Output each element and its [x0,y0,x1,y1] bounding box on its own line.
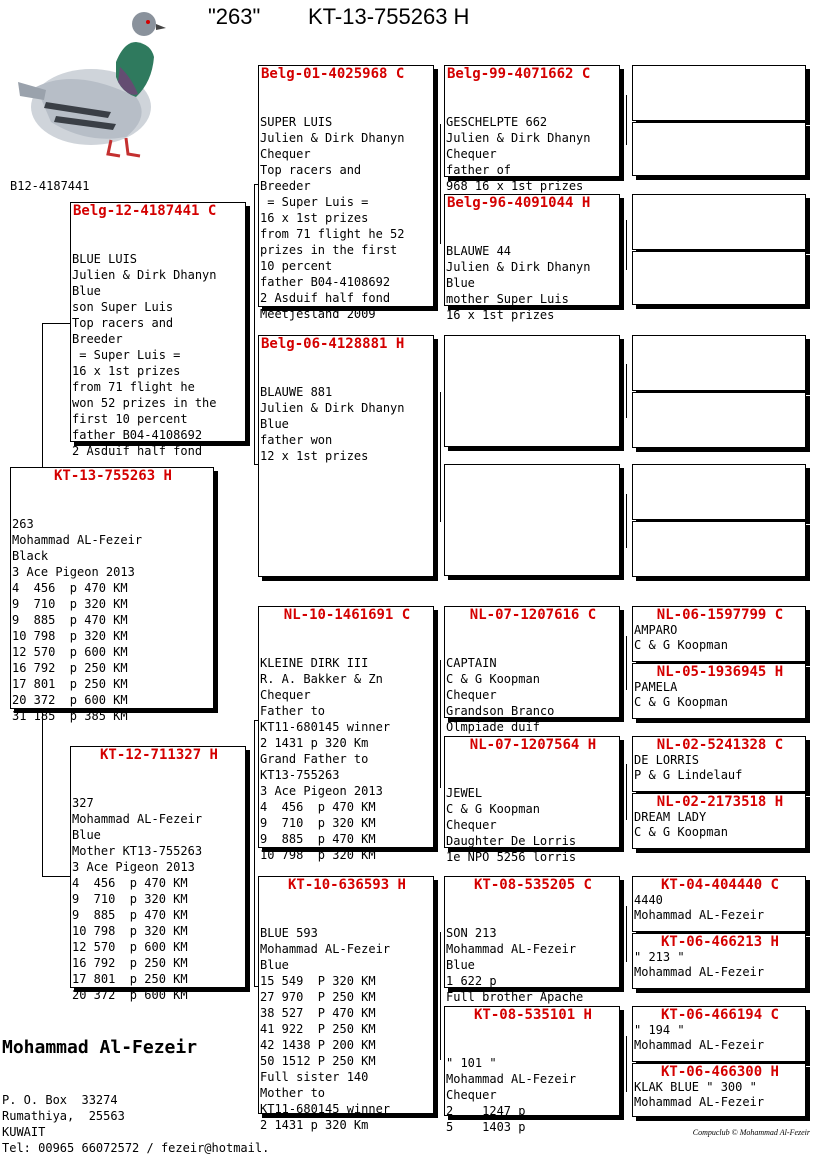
pigeon-card-gen5[interactable] [632,876,806,932]
pigeon-card-gen5-empty[interactable] [632,65,806,121]
connector-line [440,660,441,788]
connector-line [626,906,627,962]
pigeon-card-gen5[interactable] [632,933,806,989]
pigeon-card-gen5[interactable] [632,1006,806,1062]
ring-number: Belg-06-4128881 H [261,336,405,352]
owner-address: P. O. Box 33274 Rumathiya, 25563 KUWAIT Tel: 00965 66072572 / fezeir@hotmail. [2,1093,270,1155]
pigeon-card-dam-sire[interactable] [258,606,434,862]
connector-line [42,323,43,470]
pigeon-card-dam-dam[interactable] [258,876,434,1132]
ring-number: NL-07-1207616 C [469,607,597,623]
ring-number: NL-06-1597799 C [656,607,784,623]
pigeon-card-gen4[interactable] [444,736,620,864]
pigeon-card-gen5-empty[interactable] [632,521,806,577]
connector-line [626,1036,627,1092]
ring-number: KT-06-466300 H [660,1064,779,1080]
ring-number: KT-04-404440 C [660,877,779,893]
software-credit: Compuclub © Mohammad Al-Fezeir [692,1128,810,1137]
ring-number: Belg-99-4071662 C [447,66,591,82]
ring-number: KT-08-535101 H [473,1007,592,1023]
pigeon-details: " 194 " Mohammad AL-Fezeir [634,1023,765,1052]
pigeon-card-gen5[interactable] [632,736,806,792]
ring-number: KT-10-636593 H [287,877,406,893]
connector-line [626,636,627,690]
ring-number: KT-06-466194 C [660,1007,779,1023]
pigeon-details: SUPER LUIS Julien & Dirk Dhanyn Chequer Top racers and Breeder = Super Luis = 16 x 1st prizes from 71 flight he 52 prizes in the first 10 percent father B04-4108692 2 Asduif half fond Meetjesland 2009 [260,115,405,321]
connector-line [254,720,255,986]
ring-number: KT-13-755263 H [53,468,172,484]
connector-line [626,220,627,270]
connector-line [440,124,441,244]
pigeon-details: AMPARO C & G Koopman [634,623,728,652]
ring-number: Belg-01-4025968 C [261,66,405,82]
pigeon-name-title: "263" [208,4,261,29]
connector-line [42,323,70,324]
ring-number: KT-08-535205 C [473,877,592,893]
pigeon-card-gen4[interactable] [444,1006,620,1134]
pigeon-card-gen4-empty[interactable] [444,464,620,576]
pigeon-card-gen5-empty[interactable] [632,392,806,448]
connector-line [254,184,255,464]
pigeon-card-gen5-empty[interactable] [632,251,806,305]
pigeon-details: JEWEL C & G Koopman Chequer Daughter De Lorris 1e NPO 5256 lorris [446,786,577,864]
ring-number: KT-12-711327 H [99,747,218,763]
pigeon-card-gen4[interactable] [444,65,620,193]
pigeon-card-gen5-empty[interactable] [632,464,806,520]
connector-line [626,95,627,145]
pigeon-card-gen5[interactable] [632,663,806,719]
pigeon-details: " 213 " Mohammad AL-Fezeir [634,950,765,979]
pigeon-details: DREAM LADY C & G Koopman [634,810,728,839]
pigeon-card-gen5-empty[interactable] [632,194,806,250]
pigeon-card-gen5[interactable] [632,1063,806,1117]
pigeon-details: PAMELA C & G Koopman [634,680,728,709]
ring-number: NL-02-5241328 C [656,737,784,753]
ring-number: Belg-12-4187441 C [73,203,217,219]
connector-line [42,876,70,877]
ring-number: NL-02-2173518 H [656,794,784,810]
connector-line [626,494,627,548]
pigeon-details: CAPTAIN C & G Koopman Chequer Grandson Branco Olmpiade duif [446,656,555,734]
connector-line [440,932,441,1060]
pigeon-card-gen5-empty[interactable] [632,335,806,391]
pigeon-details: GESCHELPTE 662 Julien & Dirk Dhanyn Chequer father of 968 16 x 1st prizes [446,115,591,193]
photo-ring-number: B12-4187441 [10,179,90,193]
pigeon-card-gen4[interactable] [444,606,620,734]
pigeon-card-gen4-empty[interactable] [444,335,620,447]
pigeon-details: 4440 Mohammad AL-Fezeir [634,893,765,922]
pigeon-card-subject[interactable] [10,467,214,723]
pigeon-details: DE LORRIS P & G Lindelauf [634,753,743,782]
pigeon-details: " 101 " Mohammad AL-Fezeir Chequer 2 1247 p 5 1403 p [446,1056,577,1134]
pigeon-details: KLAK BLUE " 300 " Mohammad AL-Fezeir [634,1080,765,1109]
pigeon-details: BLAUWE 881 Julien & Dirk Dhanyn Blue father won 12 x 1st prizes [260,385,405,463]
pigeon-card-sire-sire[interactable] [258,65,434,321]
pigeon-details: BLUE LUIS Julien & Dirk Dhanyn Blue son Super Luis Top racers and Breeder = Super Luis = 16 x 1st prizes from 71 flight he won 52 prizes in the first 10 percent father B04-4108692 2 Asduif half fond [72,252,217,458]
pigeon-ring-title: KT-13-755263 H [308,4,470,29]
ring-number: NL-05-1936945 H [656,664,784,680]
ring-number: Belg-96-4091044 H [447,195,591,211]
pigeon-details: BLUE 593 Mohammad AL-Fezeir Blue 15 549 P 320 KM 27 970 P 250 KM 38 527 P 470 KM 41 922 P 250 KM 42 1438 P 200 KM 50 1512 P 250 KM Full sister 140 Mother to KT11-680145 winner 2 1431 p 320 Km [260,926,391,1132]
connector-line [626,364,627,418]
pigeon-details: 263 Mohammad AL-Fezeir Black 3 Ace Pigeon 2013 4 456 p 470 KM 9 710 p 320 KM 9 885 p 470 KM 10 798 p 320 KM 12 570 p 600 KM 16 792 p 250 KM 17 801 p 250 KM 20 372 p 600 KM 31 185 p 385 KM [12,517,143,723]
ring-number: NL-07-1207564 H [469,737,597,753]
pigeon-card-gen4[interactable] [444,876,620,1004]
pigeon-details: SON 213 Mohammad AL-Fezeir Blue 1 622 p Full brother Apache [446,926,584,1004]
pigeon-details: 327 Mohammad AL-Fezeir Blue Mother KT13-755263 3 Ace Pigeon 2013 4 456 p 470 KM 9 710 p 320 KM 9 885 p 470 KM 10 798 p 320 KM 12 570 p 600 KM 16 792 p 250 KM 17 801 p 250 KM 20 372 p 600 KM [72,796,203,1002]
pigeon-card-gen5[interactable] [632,606,806,662]
connector-line [440,392,441,522]
pigeon-card-dam[interactable] [70,746,246,1002]
ring-number: NL-10-1461691 C [283,607,411,623]
pigeon-photo [16,12,166,162]
pigeon-card-sire-dam[interactable] [258,335,434,577]
owner-name: Mohammad Al-Fezeir [2,1037,198,1058]
pigeon-card-sire[interactable] [70,202,246,458]
pigeon-card-gen5-empty[interactable] [632,122,806,176]
pigeon-details: BLAUWE 44 Julien & Dirk Dhanyn Blue mother Super Luis 16 x 1st prizes [446,244,591,322]
pigeon-card-gen5[interactable] [632,793,806,849]
ring-number: KT-06-466213 H [660,934,779,950]
pigeon-card-gen4[interactable] [444,194,620,322]
connector-line [626,764,627,820]
pigeon-details: KLEINE DIRK III R. A. Bakker & Zn Chequer Father to KT11-680145 winner 2 1431 p 320 Km Grand Father to KT13-755263 3 Ace Pigeon 2013 4 456 p 470 KM 9 710 p 320 KM 9 885 p 470 KM 10 798 p 320 KM [260,656,391,862]
